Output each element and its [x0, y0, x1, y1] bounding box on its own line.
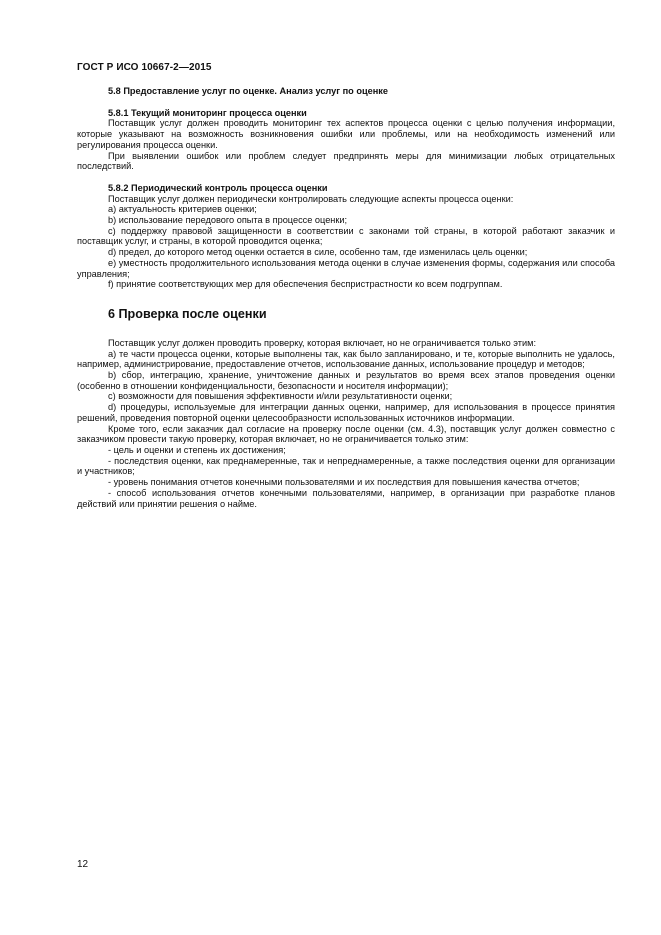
- page-number: 12: [77, 859, 89, 870]
- paragraph: Поставщик услуг должен периодически контролировать следующие аспекты процесса оценки:: [108, 193, 514, 204]
- list-item: c) возможности для повышения эффективности и/или результативности оценки;: [108, 391, 453, 402]
- document-body: [77, 86, 615, 509]
- list-item: a) актуальность критериев оценки;: [108, 204, 257, 215]
- section-5-8-title: 5.8 Предоставление услуг по оценке. Анализ услуг по оценке: [108, 86, 388, 96]
- list-item: d) предел, до которого метод оценки остается в силе, особенно там, где изменилась цель оценки;: [108, 247, 528, 258]
- list-item: - цель и оценки и степень их достижения;: [108, 444, 286, 455]
- list-item: - последствия оценки, как преднамеренные, так и непреднамеренные, а также последствия оценки для организации и участников;: [77, 455, 615, 477]
- paragraph: Поставщик услуг должен проводить мониторинг тех аспектов процесса оценки с целью получения информации, которые указывают на возможность возникновения ошибки или проблемы, или на необходимость изменений или регулирования процесса оценки.: [77, 118, 615, 150]
- list-item: - уровень понимания отчетов конечными пользователями и их последствия для повышения качества отчетов;: [108, 477, 580, 488]
- list-item: - способ использования отчетов конечными пользователями, например, в организации при разработке планов действий или принятии решения о найме.: [77, 487, 615, 509]
- list-item: e) уместность продолжительного использования метода оценки в случае изменения формы, содержания или способа управления;: [77, 257, 615, 279]
- paragraph: Поставщик услуг должен проводить проверку, которая включает, но не ограничивается только этим:: [108, 337, 537, 348]
- list-item: f) принятие соответствующих мер для обеспечения беспристрастности ко всем подгруппам.: [108, 279, 503, 290]
- paragraph: При выявлении ошибок или проблем следует предпринять меры для минимизации любых отрицательных последствий.: [77, 150, 615, 172]
- subsection-5-8-1-title: 5.8.1 Текущий мониторинг процесса оценки: [108, 107, 307, 118]
- list-item: c) поддержку правовой защищенности в соответствии с законами той страны, в которой работают заказчик и поставщик услуг, и страны, в которой проводится оценка;: [77, 225, 615, 247]
- subsection-5-8-2-title: 5.8.2 Периодический контроль процесса оценки: [108, 182, 328, 193]
- list-item: b) сбор, интеграцию, хранение, уничтожение данных и результатов во время всех этапов проведения оценки (особенно в отношении конфиденциальности, безопасности и носителя информации);: [77, 370, 615, 391]
- list-item: d) процедуры, используемые для интеграции данных оценки, например, для использования в процессе принятия решений, проведения повторной оценки целесообразности использованных источников информации.: [77, 402, 615, 423]
- list-item: b) использование передового опыта в процессе оценки;: [108, 215, 348, 226]
- paragraph: Кроме того, если заказчик дал согласие на проверку после оценки (см. 4.3), поставщик услуг должен совместно с заказчиком провести такую проверку, которая включает, но не ограничивается только этим:: [77, 423, 615, 445]
- list-item: a) те части процесса оценки, которые выполнены так, как было запланировано, и те, которые выполнить не удалось, например, администрирование, предоставление отчетов, использование данных, использование процедур и методов;: [77, 348, 615, 370]
- section-6-title: 6 Проверка после оценки: [108, 306, 267, 321]
- standard-header: ГОСТ Р ИСО 10667-2—2015: [77, 62, 212, 73]
